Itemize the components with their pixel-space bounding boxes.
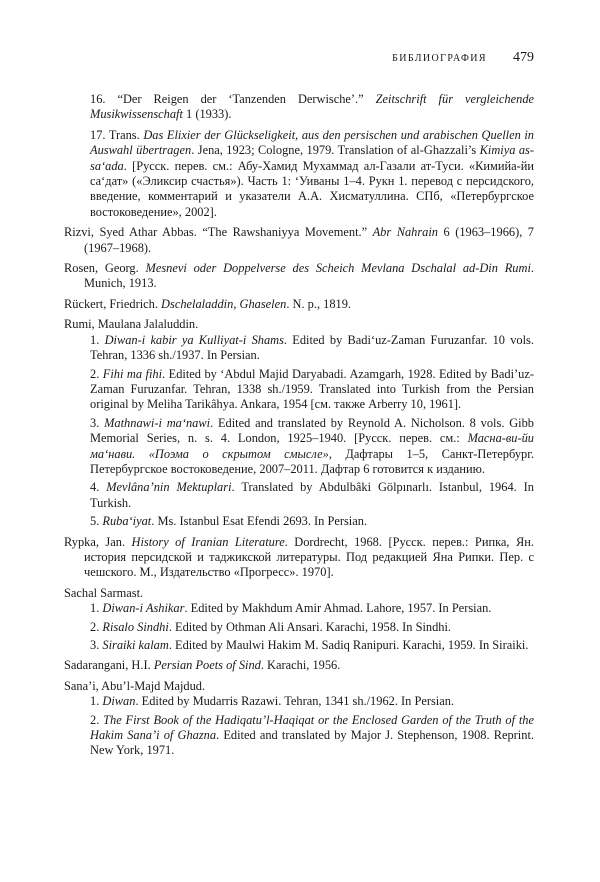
bibliography-entry: [64, 586, 534, 654]
bibliography-entry: Rosen, Georg. Mesnevi oder Doppelverse des Scheich Mevlana Dschalal ad-Din Rumi. Munich, 1913.: [64, 261, 534, 291]
entry-author: Sachal Sarmast.: [64, 585, 144, 600]
bibliography-work: 1. Diwan. Edited by Mudarris Razawi. Tehran, 1341 sh./1962. In Persian.: [90, 694, 455, 709]
bibliography-work: 4. Mevlâna’nin Mektuplari. Translated by Abdulbâki Gölpınarlı. Istanbul, 1964. In Turkish.: [90, 480, 534, 510]
bibliography-work: 1. Diwan-i kabir ya Kulliyat-i Shams. Edited by Badi‘uz-Zaman Furuzanfar. 10 vols. Tehran, 1336 sh./1937. In Persian.: [90, 332, 534, 363]
entry-author: Rumi, Maulana Jalaluddin.: [64, 317, 199, 332]
bibliography-entry: [64, 679, 534, 759]
bibliography-work: 2. The First Book of the Hadiqatu’l-Haqiqat or the Enclosed Garden of the Truth of the Hakim Sana’i of Ghazna. Edited and translated by Major J. Stephenson, 1908. Reprint. New York, 1971.: [90, 712, 535, 758]
bibliography-work: 2. Fihi ma fihi. Edited by ‘Abdul Majid Daryabadi. Azamgarh, 1928. Edited by Badi’uz-Zaman Furuzanfar. Tehran, 1338 sh./1959. Translated into Turkish from the Persian original by Meliha Tarikâhya. Ankara, 1954 [см. также Arberry 10, 1961].: [90, 366, 535, 412]
page-number: 479: [513, 50, 534, 65]
bibliography-work: 5. Ruba‘iyat. Ms. Istanbul Esat Efendi 2693. In Persian.: [90, 514, 368, 529]
page-header: [64, 50, 534, 66]
bibliography-entry: [64, 317, 534, 529]
bibliography-entry: Sadarangani, H.I. Persian Poets of Sind. Karachi, 1956.: [64, 658, 341, 673]
bibliography-entry: Rypka, Jan. History of Iranian Literature. Dordrecht, 1968. [Русск. перев.: Рипка, Ян. история персидской и таджикской литературы. Под редакцией Яна Рипки. Пер. с чешского. М., Издательство «Прогресс». 1970].: [64, 534, 534, 580]
running-head: БИБЛИОГРАФИЯ: [392, 53, 487, 64]
bibliography-work: 3. Mathnawi-i ma‘nawi. Edited and translated by Reynold A. Nicholson. 8 vols. Gibb Memorial Series, n. s. 4. London, 1925–1940. [Русск. перев. см.: Масна-ви-йи ма‘нави. «Поэма о скрытом смысле», Дафтары 1–5, Санкт-Петербург. Петербургское востоковедение, 2007–2011. Дафтар 6 готовится к изданию.: [90, 415, 534, 476]
bibliography-list: [64, 92, 534, 764]
bibliography-work: 1. Diwan-i Ashikar. Edited by Makhdum Amir Ahmad. Lahore, 1957. In Persian.: [90, 601, 492, 616]
bibliography-work: 17. Trans. Das Elixier der Glückseligkeit, aus den persischen und arabischen Quellen in Auswahl übertragen. Jena, 1923; Cologne, 1979. Translation of al-Ghazzali’s Kimiya as-sa‘ada. [Русск. перев. см.: Абу-Хамид Мухаммад ал-Газали ат-Туси. «Кимийа-йи са‘дат» («Эликсир счастья»). Часть 1: ‘Уиваны 1–4. Рукн 1. перевод с персидского, введение, комментарий и указатели А.А. Хисматуллина. СПб, «Петербургское востоковедение», 2002].: [90, 127, 534, 219]
bibliography-entry: Rückert, Friedrich. Dschelaladdin, Ghaselen. N. p., 1819.: [64, 296, 352, 311]
bibliography-work: 16. “Der Reigen der ‘Tanzenden Derwische’.” Zeitschrift für vergleichende Musikwissenschaft 1 (1933).: [90, 92, 535, 122]
bibliography-work: 2. Risalo Sindhi. Edited by Othman Ali Ansari. Karachi, 1958. In Sindhi.: [90, 619, 452, 634]
bibliography-work: 3. Siraiki kalam. Edited by Maulwi Hakim M. Sadiq Ranipuri. Karachi, 1959. In Siraiki.: [90, 638, 529, 652]
bibliography-entry: Rizvi, Syed Athar Abbas. “The Rawshaniyya Movement.” Abr Nahrain 6 (1963–1966), 7 (1967–1968).: [64, 225, 535, 255]
entry-author: Sana’i, Abu’l-Majd Majdud.: [64, 678, 206, 693]
